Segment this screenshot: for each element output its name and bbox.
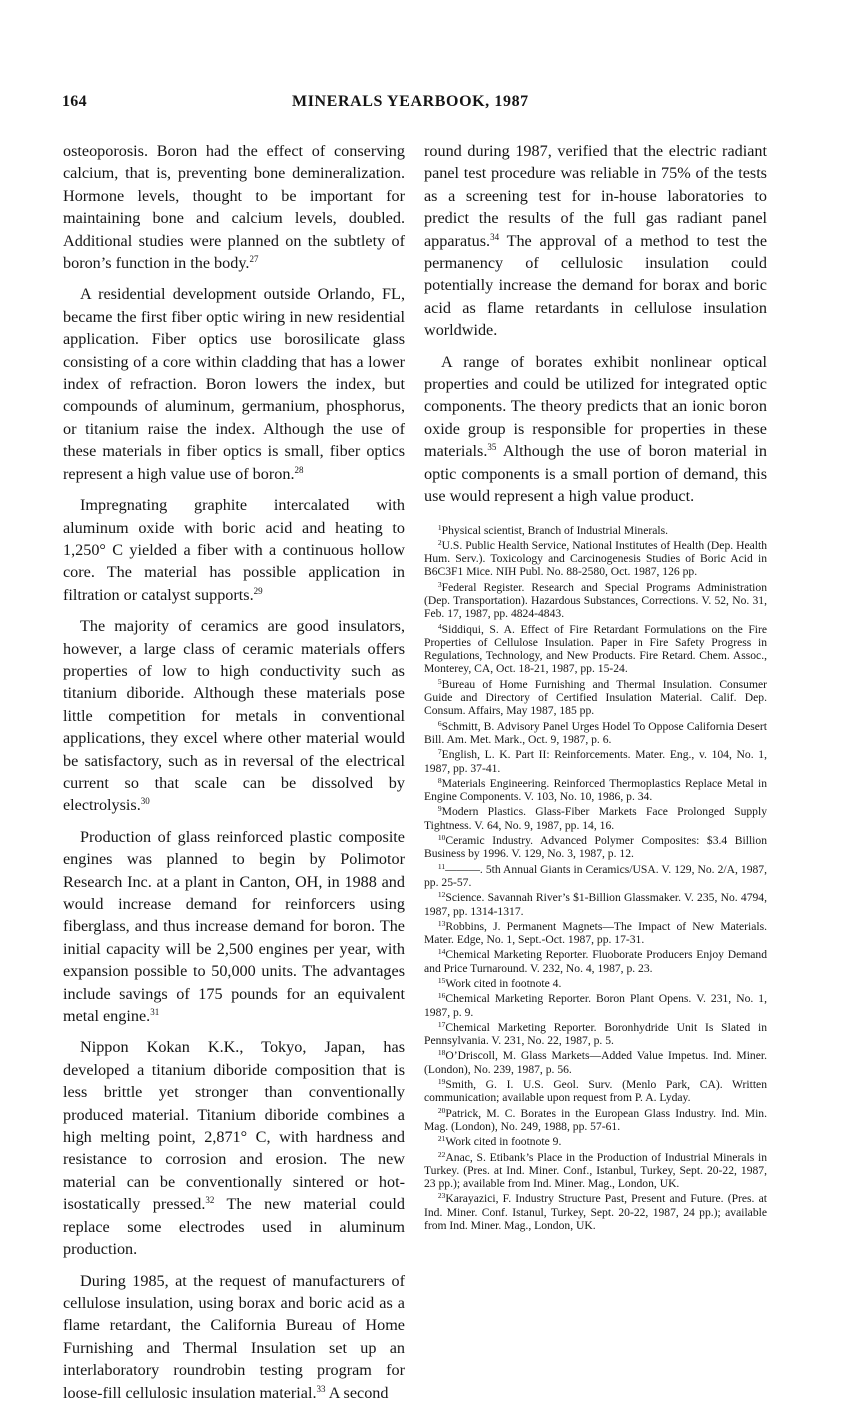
footnote: $^8$Materials Engineering. Reinforced Thermoplastics Replace Metal in Engine Components. V. 103, No. 10, 1986, p. 34. <box>424 775 767 804</box>
page-number: 164 <box>62 93 87 110</box>
endnote-ref: 34 <box>490 231 500 242</box>
endnote-ref: 28 <box>294 464 304 475</box>
footnote: $^4$Siddiqui, S. A. Effect of Fire Retardant Formulations on the Fire Properties of Cellulose Insulation. Paper in Fire Safety Progress in Regulations, Technology, and New Products. Fire Retard. Chem. Assoc., Monterey, CA, Oct. 18-21, 1987, pp. 15-24. <box>424 621 767 676</box>
right-column <box>424 140 767 1234</box>
endnote-ref: 31 <box>150 1007 160 1018</box>
footnote: $^{15}$Work cited in footnote 4. <box>437 976 562 990</box>
endnote-ref: 27 <box>249 254 259 265</box>
paragraph: round during 1987, verified that the electric radiant panel test procedure was reliable in 75% of the tests as a screening test for in-house laboratories to predict the results of the full gas radiant panel apparatus.$^{34}$ The approval of a method to test the permanency of cellulosic insulation could potentially increase the demand for borax and boric acid as flame retardants in cellulose insulation worldwide. <box>424 142 767 340</box>
footnote: $^{14}$Chemical Marketing Reporter. Fluoborate Producers Enjoy Demand and Price Turnaround. V. 232, No. 4, 1987, p. 23. <box>424 947 767 975</box>
footnote: $^2$U.S. Public Health Service, National Institutes of Health (Dep. Health Hum. Serv.). Toxicology and Carcinogenesis Studies of Boric Acid in B6C3F1 Mice. NIH Publ. No. 88-2580, Oct. 1987, 126 pp. <box>424 537 767 579</box>
footnote: $^7$English, L. K. Part II: Reinforcements. Mater. Eng., v. 104, No. 1, 1987, pp. 37-41. <box>424 747 767 775</box>
footnote: $^6$Schmitt, B. Advisory Panel Urges Hodel To Oppose California Desert Bill. Am. Met. Mark., Oct. 9, 1987, p. 6. <box>424 718 767 746</box>
footnote: $^{20}$Patrick, M. C. Borates in the European Glass Industry. Ind. Min. Mag. (London), No. 249, 1988, pp. 57-61. <box>424 1105 767 1133</box>
footnote: $^{23}$Karayazici, F. Industry Structure Past, Present and Future. (Pres. at Ind. Miner. Conf. Istanul, Turkey, Sept. 20-22, 1987, 24 pp.); available from Ind. Miner. Mag., London, UK. <box>424 1191 767 1233</box>
footnotes <box>424 524 767 1233</box>
paragraph: A residential development outside Orlando, FL, became the first fiber optic wiring in new residential application. Fiber optics use borosilicate glass consisting of a core within cladding that has a lower index of refraction. Boron lowers the index, but compounds of aluminum, germanium, phosphorus, or titanium raise the index. Although the use of these materials in fiber optics is small, fiber optics represent a high value use of boron.$^{28}$ <box>63 285 405 483</box>
paragraph: Nippon Kokan K.K., Tokyo, Japan, has developed a titanium diboride composition that is less brittle yet stronger than conventionally produced material. Titanium diboride combines a high melting point, 2,871° C, with hardness and resistance to corrosion and erosion. The new material can be conventionally sintered or hot-isostatically pressed.$^{32}$ The new material could replace some electrodes used in aluminum production. <box>63 1038 405 1259</box>
footnote: $^{12}$Science. Savannah River’s $1-Billion Glassmaker. V. 235, No. 4794, 1987, pp. 1314-1317. <box>424 890 767 918</box>
footnote: $^{16}$Chemical Marketing Reporter. Boron Plant Opens. V. 231, No. 1, 1987, p. 9. <box>424 991 767 1019</box>
footnote: $^{18}$O’Driscoll, M. Glass Markets—Added Value Impetus. Ind. Miner. (London), No. 239, 1987, p. 56. <box>424 1048 767 1076</box>
footnote: $^{11}$———. 5th Annual Giants in Ceramics/USA. V. 129, No. 2/A, 1987, pp. 25-57. <box>424 861 767 889</box>
footnote: $^1$Physical scientist, Branch of Industrial Minerals. <box>437 522 669 537</box>
left-column <box>63 140 405 1413</box>
paragraph: During 1985, at the request of manufacturers of cellulose insulation, using borax and boric acid as a flame retardant, the California Bureau of Home Furnishing and Thermal Insulation set up an interlaboratory roundrobin testing program for loose-fill cellulosic insulation material.$^{33}$ A second <box>63 1271 405 1402</box>
paragraph: Production of glass reinforced plastic composite engines was planned to begin by Polimotor Research Inc. at a plant in Canton, OH, in 1988 and would increase demand for reinforcers using fiberglass, and thus increase demand for boron. The initial capacity will be 2,500 engines per year, with expansion possible to 50,000 units. The advantages include savings of 175 pounds for an equivalent metal engine.$^{31}$ <box>63 827 405 1026</box>
footnote: $^3$Federal Register. Research and Special Programs Administration (Dep. Transportation). Hazardous Substances, Corrections. V. 52, No. 31, Feb. 17, 1987, pp. 4824-4843. <box>424 579 767 621</box>
footnote: $^{21}$Work cited in footnote 9. <box>437 1134 562 1149</box>
footnote: $^{19}$Smith, G. I. U.S. Geol. Surv. (Menlo Park, CA). Written communication; available upon request from P. A. Lyday. <box>424 1077 767 1105</box>
footnote: $^{22}$Anac, S. Etibank’s Place in the Production of Industrial Minerals in Turkey. (Pres. at Ind. Miner. Conf., Istanbul, Turkey, Sept. 20-22, 1987, 23 pp.); available from Ind. Miner. Mag., London, UK. <box>424 1149 767 1191</box>
footnote: $^{10}$Ceramic Industry. Advanced Polymer Composites: $3.4 Billion Business by 1996. V. 129, No. 3, 1987, p. 12. <box>424 833 767 861</box>
footnote: $^9$Modern Plastics. Glass-Fiber Markets Face Prolonged Supply Tightness. V. 64, No. 9, 1987, pp. 14, 16. <box>424 804 767 832</box>
footnote: $^{17}$Chemical Marketing Reporter. Boronhydride Unit Is Slated in Pennsylvania. V. 231, No. 22, 1987, p. 5. <box>424 1019 767 1048</box>
endnote-ref: 32 <box>205 1195 215 1206</box>
paragraph: osteoporosis. Boron had the effect of conserving calcium, that is, preventing bone demineralization. Hormone levels, thought to be important for maintaining bone and calcium levels, doubled. Additional studies were planned on the subtlety of boron’s function in the body.$^{27}$ <box>63 142 405 273</box>
paragraph: The majority of ceramics are good insulators, however, a large class of ceramic materials offers properties of low to high conductivity such as titanium diboride. Although these materials pose little competition for metals in conventional applications, they excel where other material would be satisfactory, such as in reversal of the electrical current so that scale can be dissolved by electrolysis.$^{30}$ <box>63 617 405 815</box>
page-header <box>62 93 778 119</box>
paragraph: Impregnating graphite intercalated with aluminum oxide with boric acid and heating to 1,250° C yielded a fiber with a continuous hollow core. The material has possible application in filtration or catalyst supports.$^{29}$ <box>63 496 405 604</box>
footnote: $^5$Bureau of Home Furnishing and Thermal Insulation. Consumer Guide and Directory of Certified Insulation Material. Calif. Dep. Consum. Affairs, May 1987, 185 pp. <box>424 676 767 718</box>
endnote-ref: 33 <box>316 1383 326 1394</box>
paragraph: A range of borates exhibit nonlinear optical properties and could be utilized for integrated optic components. The theory predicts that an ionic boron oxide group is responsible for properties in these materials.$^{35}$ Although the use of boron material in optic components is a small portion of demand, this use would represent a high value product. <box>424 352 767 506</box>
running-title: MINERALS YEARBOOK, 1987 <box>292 93 529 110</box>
footnote: $^{13}$Robbins, J. Permanent Magnets—The Impact of New Materials. Mater. Edge, No. 1, Sept.-Oct. 1987, pp. 17-31. <box>424 918 767 947</box>
endnote-ref: 29 <box>253 585 263 596</box>
endnote-ref: 35 <box>487 442 497 453</box>
endnote-ref: 30 <box>140 796 150 807</box>
